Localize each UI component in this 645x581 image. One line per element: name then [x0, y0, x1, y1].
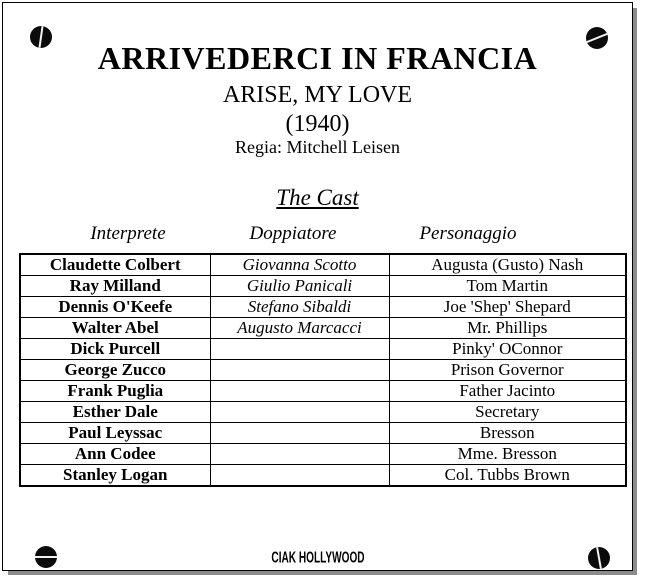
- cell-personaggio: Father Jacinto: [389, 381, 626, 402]
- cell-personaggio: Pinky' OConnor: [389, 339, 626, 360]
- cell-interprete: Dennis O'Keefe: [20, 297, 210, 318]
- column-header-interprete: Interprete: [90, 223, 166, 244]
- cell-interprete: Dick Purcell: [20, 339, 210, 360]
- screw-icon-top-right: [586, 27, 608, 49]
- table-row: [20, 465, 626, 487]
- cell-interprete: Ann Codee: [20, 444, 210, 465]
- cell-doppiatore: Augusto Marcacci: [210, 318, 389, 339]
- movie-year: (1940): [285, 111, 350, 137]
- table-row: [20, 444, 626, 465]
- table-column-headers: [3, 223, 632, 245]
- cast-table: [19, 253, 627, 487]
- cell-interprete: Stanley Logan: [20, 465, 210, 487]
- screw-icon-bottom-left: [35, 546, 57, 568]
- table-row: [20, 423, 626, 444]
- cell-personaggio: Augusta (Gusto) Nash: [389, 254, 626, 276]
- cell-interprete: Ray Milland: [20, 276, 210, 297]
- movie-title-original: ARISE, MY LOVE: [222, 82, 413, 108]
- cell-doppiatore: [210, 381, 389, 402]
- screw-icon-top-left: [30, 26, 52, 48]
- column-header-doppiatore: Doppiatore: [249, 223, 337, 244]
- cell-doppiatore: Giovanna Scotto: [210, 254, 389, 276]
- cell-interprete: Walter Abel: [20, 318, 210, 339]
- column-header-personaggio: Personaggio: [419, 223, 517, 244]
- credit-sheet: [2, 2, 633, 571]
- cell-personaggio: Prison Governor: [389, 360, 626, 381]
- cell-doppiatore: [210, 423, 389, 444]
- cell-personaggio: Secretary: [389, 402, 626, 423]
- table-row: [20, 318, 626, 339]
- cell-personaggio: Mr. Phillips: [389, 318, 626, 339]
- table-row: [20, 297, 626, 318]
- table-row: [20, 360, 626, 381]
- cell-interprete: George Zucco: [20, 360, 210, 381]
- cell-personaggio: Mme. Bresson: [389, 444, 626, 465]
- ciak-hollywood-logo: CIAK HOLLYWOOD: [270, 547, 365, 566]
- cell-interprete: Esther Dale: [20, 402, 210, 423]
- section-heading-the-cast: The Cast: [276, 185, 359, 210]
- cell-doppiatore: [210, 339, 389, 360]
- movie-director: Regia: Mitchell Leisen: [235, 137, 400, 157]
- table-row: [20, 276, 626, 297]
- cell-personaggio: Joe 'Shep' Shepard: [389, 297, 626, 318]
- cell-doppiatore: [210, 402, 389, 423]
- cell-doppiatore: [210, 360, 389, 381]
- cell-doppiatore: Stefano Sibaldi: [210, 297, 389, 318]
- table-row: [20, 339, 626, 360]
- table-row: [20, 381, 626, 402]
- cell-doppiatore: Giulio Panicali: [210, 276, 389, 297]
- movie-title-italian: ARRIVEDERCI IN FRANCIA: [97, 40, 538, 76]
- screw-icon-bottom-right: [588, 547, 610, 569]
- cell-personaggio: Bresson: [389, 423, 626, 444]
- cell-doppiatore: [210, 444, 389, 465]
- title-block: [3, 41, 632, 157]
- table-row: [20, 254, 626, 276]
- cell-interprete: Paul Leyssac: [20, 423, 210, 444]
- cell-interprete: Frank Puglia: [20, 381, 210, 402]
- cell-personaggio: Col. Tubbs Brown: [389, 465, 626, 487]
- cell-doppiatore: [210, 465, 389, 487]
- cell-personaggio: Tom Martin: [389, 276, 626, 297]
- cell-interprete: Claudette Colbert: [20, 254, 210, 276]
- table-row: [20, 402, 626, 423]
